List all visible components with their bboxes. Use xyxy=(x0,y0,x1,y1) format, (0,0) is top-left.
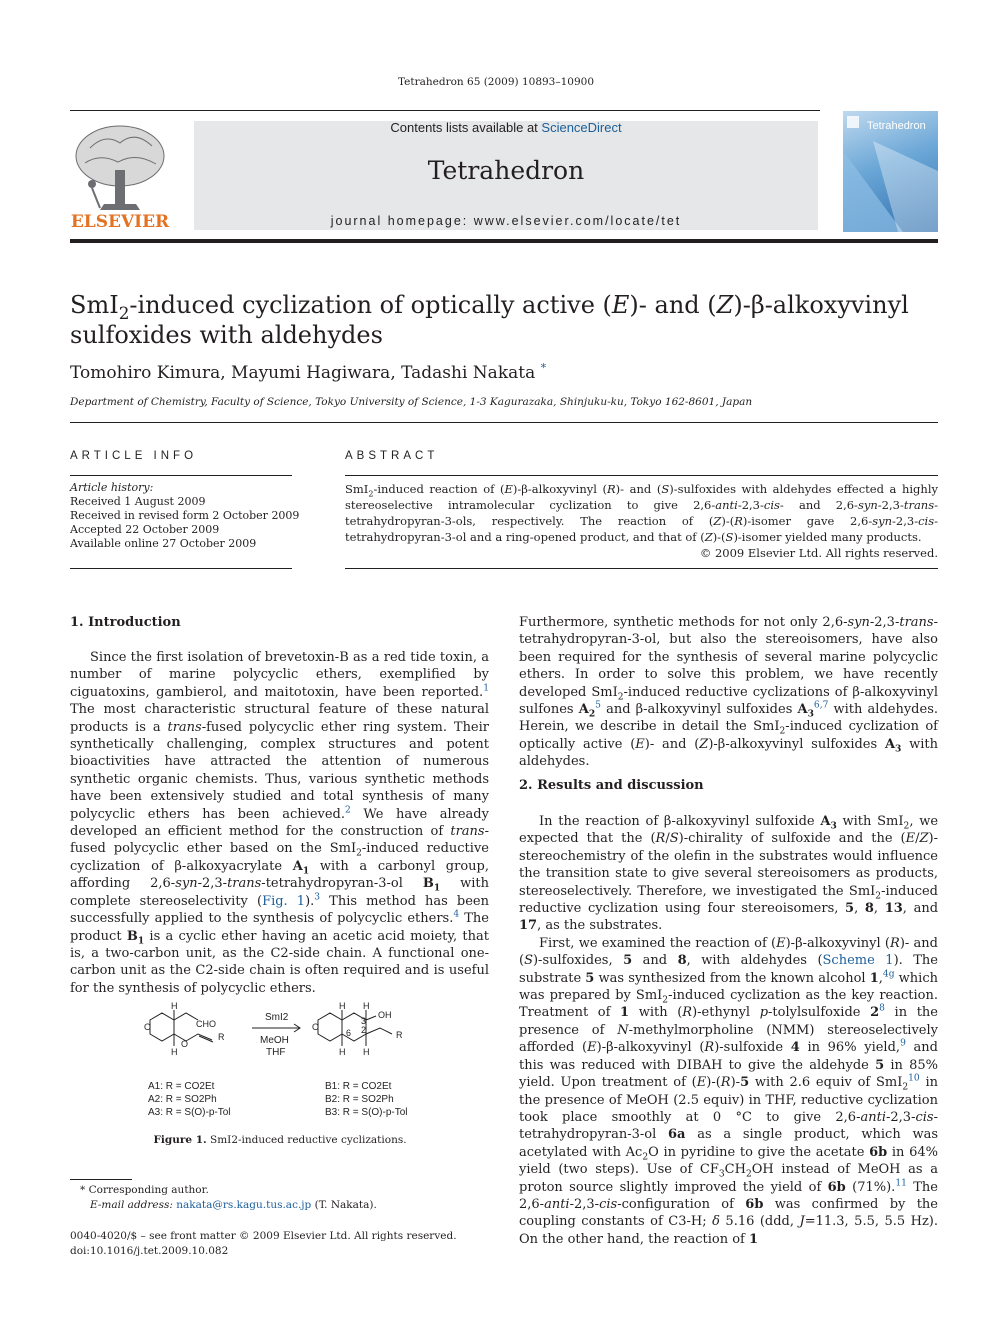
abstract-bottom-rule xyxy=(345,568,938,569)
abstract-copyright: © 2009 Elsevier Ltd. All rights reserved. xyxy=(699,546,938,560)
label-a2: A2: R = SO2Ph xyxy=(148,1094,217,1105)
history-label: Article history: xyxy=(70,481,154,494)
abstract-rule xyxy=(345,475,938,476)
svg-text:H: H xyxy=(171,1047,178,1057)
contents-prefix: Contents lists available at xyxy=(390,120,542,135)
author-list xyxy=(70,363,546,383)
reagent-meoh: MeOH xyxy=(260,1035,289,1046)
article-title xyxy=(70,290,940,350)
label-b1: B1: R = CO2Et xyxy=(325,1081,392,1092)
corresponding-note: Corresponding author. xyxy=(88,1184,209,1196)
svg-text:H: H xyxy=(339,1047,346,1057)
label-a1: A1: R = CO2Et xyxy=(148,1081,215,1092)
front-matter xyxy=(70,1229,457,1259)
affiliation: Department of Chemistry, Faculty of Science, Tokyo University of Science, 1-3 Kagurazaka, Shinjuku-ku, Tokyo 162-8601, Japan xyxy=(70,396,753,408)
svg-text:O: O xyxy=(312,1022,320,1032)
article-info-heading: ARTICLE INFO xyxy=(70,450,198,462)
a-series-labels xyxy=(148,1080,231,1119)
svg-text:R: R xyxy=(218,1032,225,1042)
header-top-rule xyxy=(70,110,820,111)
svg-text:6: 6 xyxy=(346,1028,352,1038)
journal-cover-thumbnail xyxy=(843,111,938,232)
figure-1 xyxy=(140,1000,460,1130)
title-part: )-β-alkoxyvinyl xyxy=(733,291,909,319)
journal-citation: Tetrahedron 65 (2009) 10893–10900 xyxy=(397,76,595,88)
caption-text: SmI2-induced reductive cyclizations. xyxy=(206,1134,407,1146)
corresponding-author-mark[interactable]: * xyxy=(540,361,547,375)
introduction-body: Since the first isolation of brevetoxin-B as a red tide toxin, a number of marine polycyclic ethers, exemplified by ciguatoxins, gambierol, and maitotoxin, have been reported.$^1$ The most characteristic structural feature of these natural products is a trans-fused polycyclic ether ring system. Their synthetically challenging, complex structures and potent bioactivities have attracted the attention of numerous synthetic organic chemists. Thus, various synthetic methods have been extensively studied and total synthesis of many polycyclic ethers has been achieved.$^2$ We have already developed an efficient method for the construction of trans-fused polycyclic ether based on the SmI$_2$-induced reductive cyclization of β-alkoxyacrylate $A_1$ with a carbonyl group, affording 2,6-syn-2,3-trans-tetrahydropyran-3-ol $B_1$ with complete stereoselectivity (Fig. 1).$^3$ This method has been successfully applied to the synthesis of polycyclic ethers.$^4$ The product $B_1$ is a cyclic ether having an acetic acid moiety, that is, a two-carbon unit, as the C2-side chain. A functional one-carbon unit as the C2-side chain is often required and is useful for the synthesis of polycyclic ethers. xyxy=(70,650,490,996)
svg-text:H: H xyxy=(363,1047,370,1057)
label-a3: A3: R = S(O)-p-Tol xyxy=(148,1107,231,1118)
journal-name: Tetrahedron xyxy=(427,156,585,185)
b-series-labels xyxy=(325,1080,408,1119)
svg-text:OH: OH xyxy=(378,1010,392,1020)
issn-line: 0040-4020/$ – see front matter © 2009 Elsevier Ltd. All rights reserved. xyxy=(70,1230,457,1242)
title-subscript: 2 xyxy=(118,302,130,323)
svg-text:2: 2 xyxy=(361,1025,367,1035)
received-date: Received 1 August 2009 xyxy=(70,495,206,508)
contents-line xyxy=(194,120,818,135)
email-label: E-mail address: xyxy=(90,1199,173,1211)
title-part: )- and ( xyxy=(629,291,717,319)
results-body: In the reaction of β-alkoxyvinyl sulfoxide $A_3$ with SmI$_2$, we expected that the (R/S)-chirality of sulfoxide and the (E/Z)-stereochemistry of the olefin in the substrates would influence the transition state to give several stereoisomers as products, stereoselectively. Therefore, we investigated the SmI$_2$-induced reductive cyclization using four stereoisomers, 5, 8, 13, and 17, as the substrates. First, we examined the reaction of (E)-β-alkoxyvinyl (R)- and (S)-sulfoxides, 5 and 8, with aldehydes (Scheme 1). The substrate 5 was synthesized from the known alcohol 1,$^{4g}$ which was prepared by SmI$_2$-induced cyclization as the key reaction. Treatment of 1 with (R)-ethynyl p-tolylsulfoxide $2^8$ in the presence of N-methylmorpholine (NMM) stereoselectively afforded (E)-β-alkoxyvinyl (R)-sulfoxide 4 in 96% yield,$^9$ and this was reduced with DIBAH to give the aldehyde 5 in 85% yield. Upon treatment of (E)-(R)-5 with 2.6 equiv of SmI$_2^{10}$ in the presence of MeOH (2.5 equiv) in THF, reductive cyclization took place smoothly at 0 °C to give 2,6-anti-2,3-cis-tetrahydropyran-3-ol 6a as a single product, which was acetylated with $Ac_2O$ in pyridine to give the acetate 6b in 64% yield (two steps). Use of $CF_3CH_2OH$ instead of MeOH as a proton source slightly improved the yield of 6b (71%).$^{11}$ The 2,6-anti-2,3-cis-configuration of 6b was confirmed by the coupling constants of C3-H; δ 5.16 (ddd, J=11.3, 5.5, 5.5 Hz). On the other hand, the reaction of 1 xyxy=(519,814,939,1247)
email-suffix: (T. Nakata). xyxy=(311,1199,377,1211)
title-part: SmI xyxy=(70,291,119,319)
svg-text:O: O xyxy=(181,1039,189,1049)
right-column-body: Furthermore, synthetic methods for not only 2,6-syn-2,3-trans-tetrahydropyran-3-ol, but also the stereoisomers, have also been required for the synthesis of several marine polycyclic ethers. In order to solve this problem, we have recently developed SmI$_2$-induced reductive cyclizations of β-alkoxyvinyl sulfones $A_2^5$ and β-alkoxyvinyl sulfoxides $A_3^{6,7}$ with aldehydes. Herein, we describe in detail the SmI$_2$-induced cyclization of optically active (E)- and (Z)-β-alkoxyvinyl sulfoxides $A_3$ with aldehydes. xyxy=(519,615,939,770)
affiliation-rule xyxy=(70,422,938,423)
svg-text:H: H xyxy=(363,1001,370,1011)
accepted-date: Accepted 22 October 2009 xyxy=(70,523,220,536)
svg-text:H: H xyxy=(339,1001,346,1011)
label-b3: B3: R = S(O)-p-Tol xyxy=(325,1107,408,1118)
journal-homepage[interactable]: journal homepage: www.elsevier.com/locate/tet xyxy=(330,214,682,228)
article-info-rule xyxy=(70,475,292,476)
footnote-rule xyxy=(70,1179,132,1180)
title-line-2: sulfoxides with aldehydes xyxy=(70,321,383,349)
email-link[interactable]: nakata@rs.kagu.tus.ac.jp xyxy=(176,1199,312,1211)
article-history xyxy=(70,481,299,551)
label-b2: B2: R = SO2Ph xyxy=(325,1094,394,1105)
article-info-bottom-rule xyxy=(70,568,292,569)
abstract-body: SmI$_2$-induced reaction of (E)-β-alkoxyvinyl (R)- and (S)-sulfoxides with aldehydes effected a highly stereoselective intramolecular cyclization to give 2,6-anti-2,3-cis- and 2,6-syn-2,3-trans-tetrahydropyran-3-ols, respectively. The reaction of (Z)-(R)-isomer gave 2,6-syn-2,3-cis-tetrahydropyran-3-ol and a ring-opened product, and that of (Z)-(S)-isomer yielded many products. © 2009 Elsevier Ltd. All rights reserved. xyxy=(345,482,939,560)
abstract-heading: ABSTRACT xyxy=(345,450,439,462)
svg-text:3: 3 xyxy=(361,1016,367,1026)
svg-text:R: R xyxy=(396,1030,403,1040)
publisher-wordmark: ELSEVIER xyxy=(70,212,170,232)
reagent-thf: THF xyxy=(266,1047,286,1058)
online-date: Available online 27 October 2009 xyxy=(70,537,257,550)
svg-text:CHO: CHO xyxy=(196,1019,216,1029)
sciencedirect-link[interactable]: ScienceDirect xyxy=(541,120,622,135)
scheme-structures xyxy=(140,1000,460,1070)
introduction-heading: 1. Introduction xyxy=(70,615,181,630)
elsevier-logo xyxy=(70,118,170,232)
title-part: -induced cyclization of optically active ( xyxy=(129,291,612,319)
svg-text:O: O xyxy=(144,1022,152,1032)
footnote: * Corresponding author. E-mail address: nakata@rs.kagu.tus.ac.jp (T. Nakata). xyxy=(80,1184,377,1211)
figure-1-caption xyxy=(70,1134,490,1146)
header-bottom-rule xyxy=(70,239,938,243)
results-heading: 2. Results and discussion xyxy=(519,778,704,793)
title-italic: E xyxy=(611,291,630,319)
caption-label: Figure 1. xyxy=(153,1134,207,1146)
doi-line[interactable]: doi:10.1016/j.tet.2009.10.082 xyxy=(70,1245,229,1257)
svg-text:H: H xyxy=(171,1001,178,1011)
cover-title: Tetrahedron xyxy=(867,120,926,132)
title-italic: Z xyxy=(716,291,734,319)
reagent-smi2: SmI2 xyxy=(265,1012,289,1023)
authors-text: Tomohiro Kimura, Mayumi Hagiwara, Tadashi Nakata xyxy=(70,363,536,383)
revised-date: Received in revised form 2 October 2009 xyxy=(70,509,300,522)
